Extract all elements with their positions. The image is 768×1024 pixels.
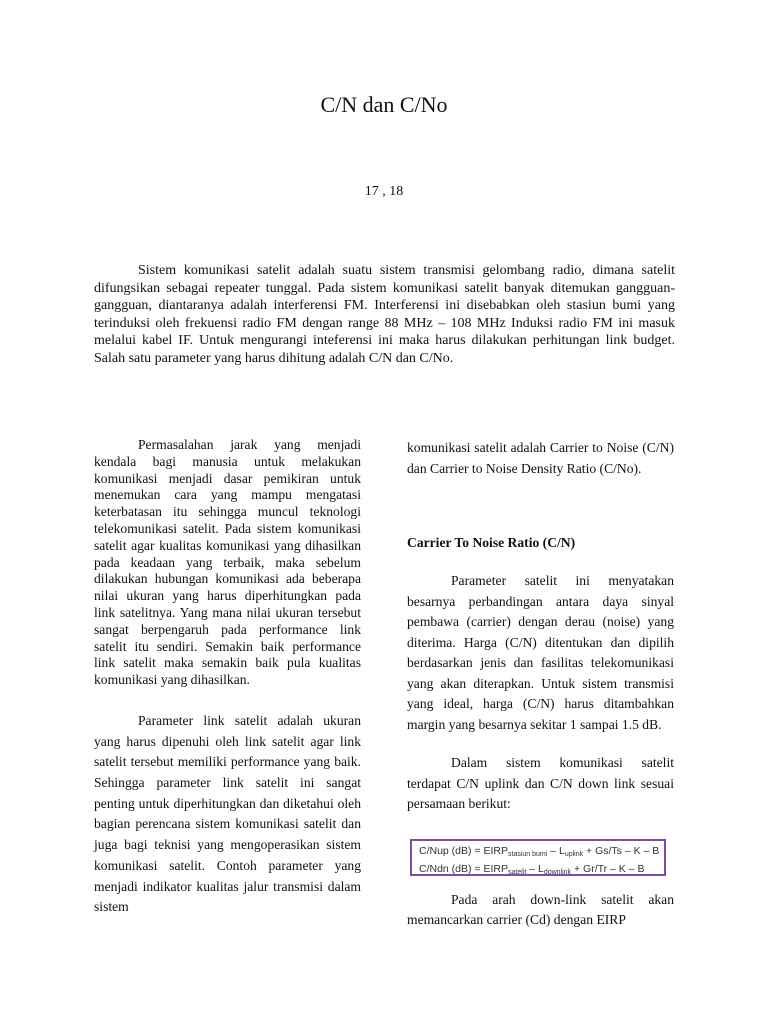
right-paragraph-2: Dalam sistem komunikasi satelit terdapat C/N uplink dan C/N down link sesuai persamaan berikut: [407,755,674,811]
left-paragraph-1: Permasalahan jarak yang menjadi kendala bagi manusia untuk melakukan komunikasi menjadi dasar pemikiran untuk menemukan cara yang mampu mengatasi keterbatasan itu sehingga muncul teknologi telekomunikasi satelit. Pada sistem komunikasi satelit agar kualitas komunikasi yang dihasilkan pada keadaan yang terbaik, maka sebelum dilakukan hubungan komunikasi ada beberapa nilai ukuran yang harus diperhitungkan pada link satelitnya. Yang mana nilai ukuran tersebut sangat berpengaruh pada performance link satelit itu sendiri. Semakin baik performance link satelit maka semakin baik pula kualitas komunikasi yang dihasilkan. [94,437,361,688]
right-paragraph-1: Parameter satelit ini menyatakan besarnya perbandingan antara daya sinyal pembawa (carrier) dengan derau (noise) yang diterima. Harga (C/N) ditentukan dan dipilih berdasarkan jenis dan fasilitas telekomunikasi yang akan diterapkan. Untuk sistem transmisi yang ideal, harga (C/N) harus ditambahkan margin yang besarnya sekitar 1 sampai 1.5 dB. [407,573,674,732]
formula-box [410,839,666,876]
page-numbers: 17 , 18 [364,184,404,199]
formula-uplink: C/Nup $(dB) = EIRP_{stasiun bumi} - L_{uplink} + Gs/Ts - K - B$ [419,844,660,858]
left-column [94,437,361,918]
right-paragraph-3: Pada arah down-link satelit akan memancarkan carrier (Cd) dengan EIRP [407,891,674,927]
section-heading: Carrier To Noise Ratio (C/N) [407,535,576,550]
abstract-paragraph: Sistem komunikasi satelit adalah suatu sistem transmisi gelombang radio, dimana satelit difungsikan sebagai repeater tunggal. Pada sistem komunikasi satelit banyak ditemukan gangguan-gangguan, diantaranya adalah interferensi FM. Interferensi ini disebabkan oleh stasiun bumi yang terinduksi oleh frekuensi radio FM dengan range 88 MHz – 108 MHz Induksi radio FM ini masuk melalui kabel IF. Untuk mengurangi inteferensi ini maka harus dilakukan perhitungan link budget. Salah satu parameter yang harus dihitung adalah C/N dan C/No. [94,263,675,366]
right-column [407,438,674,931]
left-paragraph-2: Parameter link satelit adalah ukuran yang harus dipenuhi oleh link satelit agar link satelit tersebut memiliki performance yang baik. Sehingga parameter link satelit ini sangat penting untuk diperhitungkan dan diketahui oleh bagian perencana sistem komunikasi satelit dan juga bagi teknisi yang mengoperasikan sistem komunikasi satelit. Contoh parameter yang menjadi indikator kualitas jalur transmisi dalam sistem [94,712,361,915]
right-paragraph-continued: komunikasi satelit adalah Carrier to Noise (C/N) dan Carrier to Noise Density Ratio (C/No). [407,440,674,476]
formula-downlink: C/Ndn $(dB) = EIRP_{satelit} - L_{downlink} + Gr/Tr - K - B$ [419,862,645,876]
document-title: C/N dan C/No [320,92,448,117]
